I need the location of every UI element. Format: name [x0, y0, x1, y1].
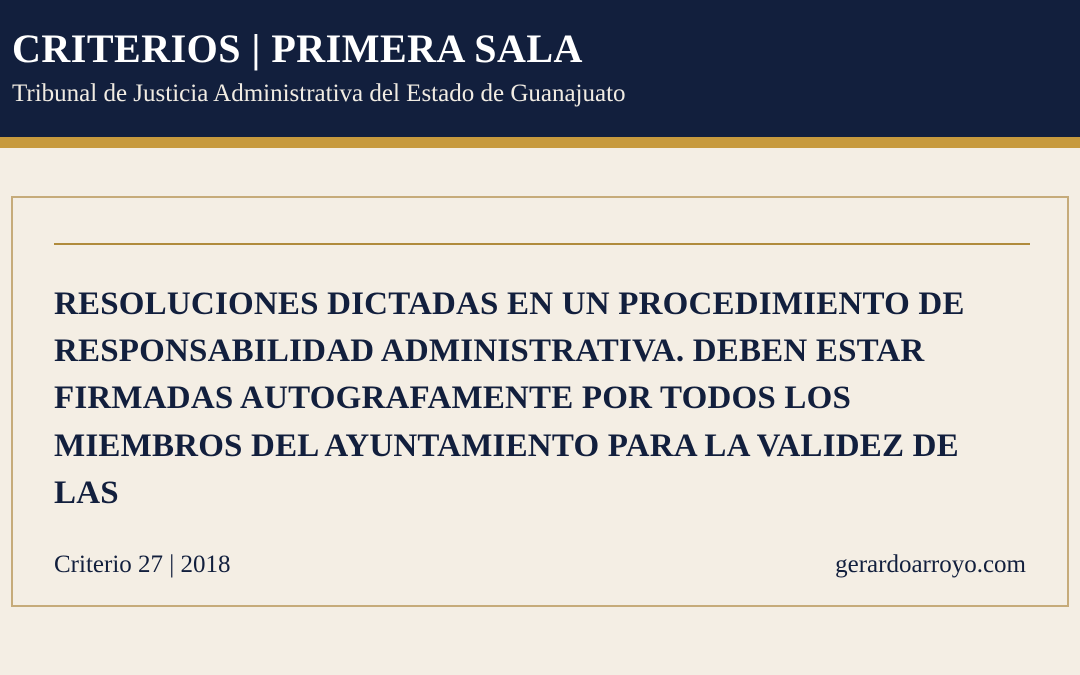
page-title: CRITERIOS | PRIMERA SALA — [12, 26, 583, 71]
page-subtitle: Tribunal de Justicia Administrativa del Estado de Guanajuato — [12, 80, 626, 107]
header-banner — [0, 0, 1080, 137]
criterion-card-inner — [13, 198, 1067, 605]
card-divider — [54, 243, 1030, 245]
criterion-card — [11, 196, 1069, 607]
card-footer — [54, 551, 1026, 579]
criterion-title: RESOLUCIONES DICTADAS EN UN PROCEDIMIENTO DE RESPONSABILIDAD ADMINISTRATIVA. DEBEN ESTAR FIRMADAS AUTOGRAFAMENTE POR TODOS LOS MIEMBROS DEL AYUNTAMIENTO PARA LA VALIDEZ DE LAS — [54, 286, 965, 511]
header-accent-rule — [0, 137, 1080, 148]
site-credit: gerardoarroyo.com — [835, 551, 1026, 578]
criterion-reference: Criterio 27 | 2018 — [54, 551, 231, 578]
